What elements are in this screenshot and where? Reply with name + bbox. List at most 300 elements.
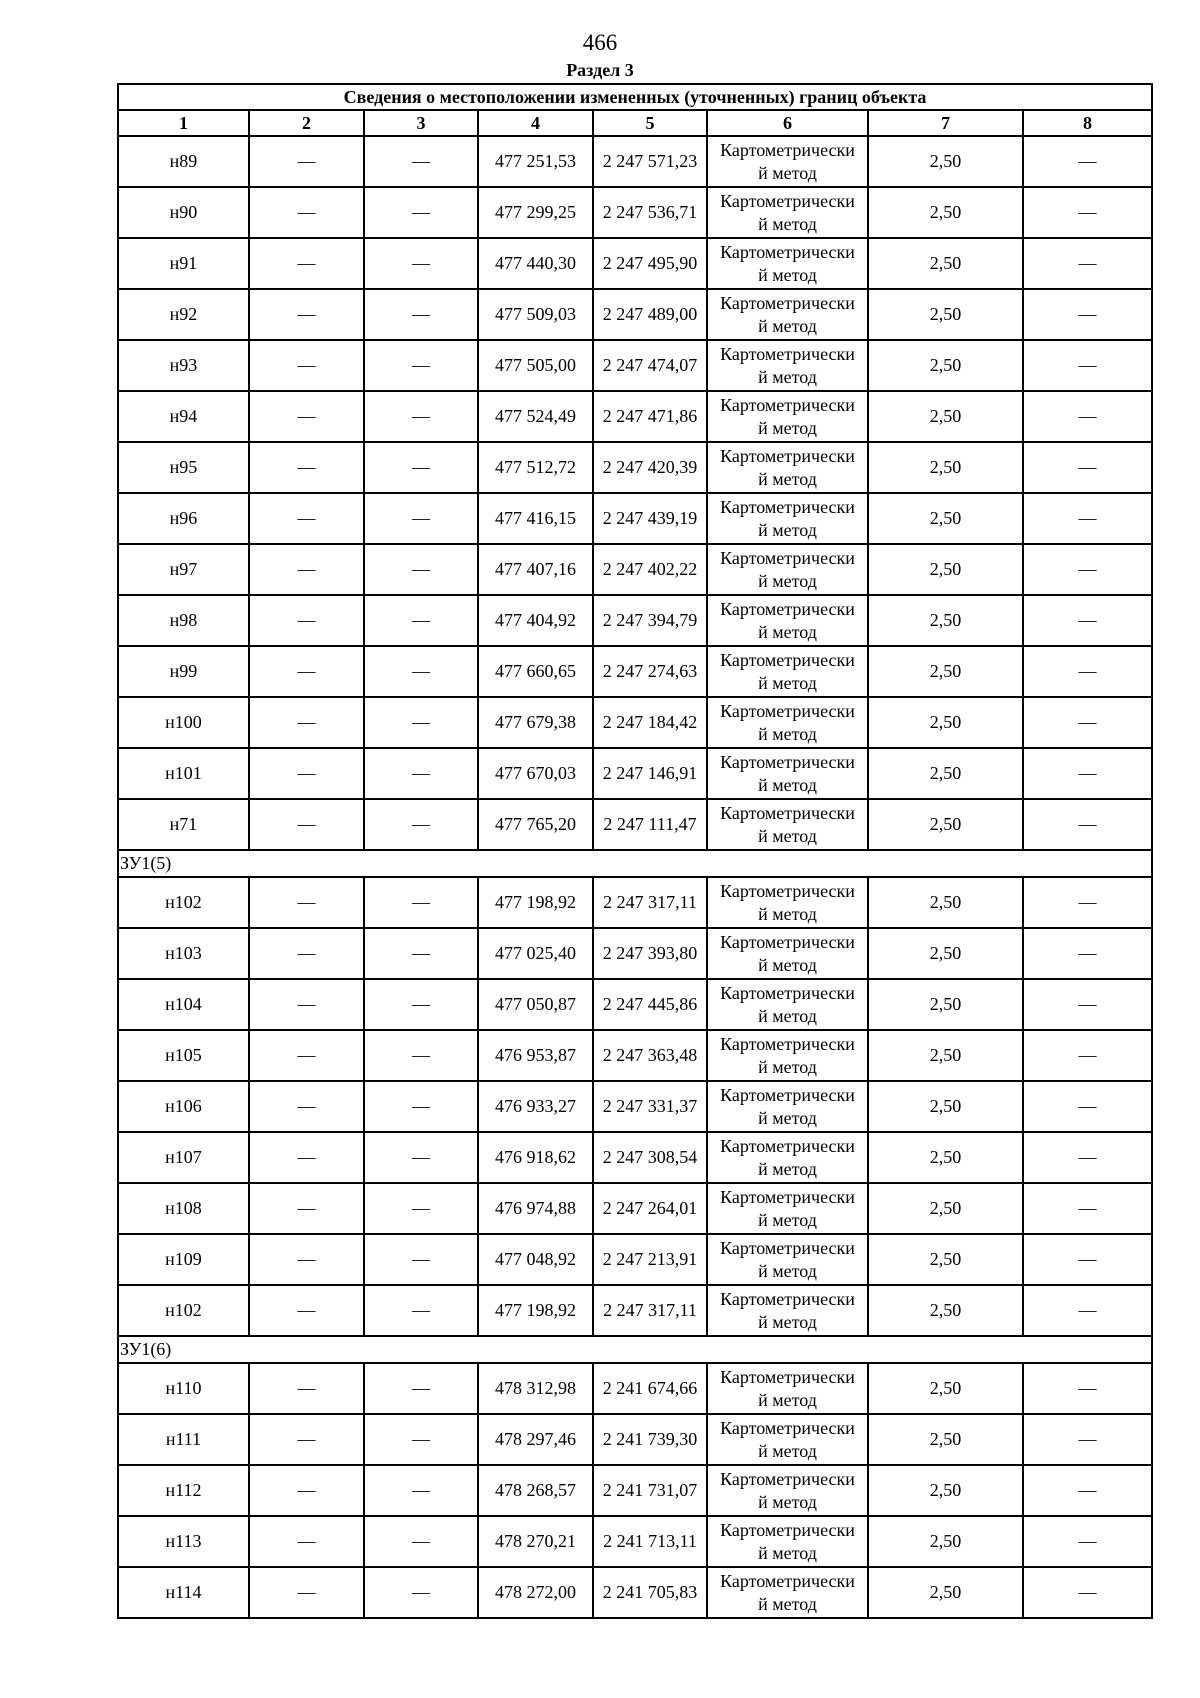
method-text-line2: й метод: [758, 1440, 817, 1461]
col3-cell: —: [364, 493, 478, 544]
point-name-cell: н92: [118, 289, 249, 340]
y-coordinate-cell: 2 241 731,07: [593, 1465, 707, 1516]
col8-cell: —: [1023, 748, 1152, 799]
table-row: [118, 877, 1152, 928]
point-name-cell: н113: [118, 1516, 249, 1567]
col8-cell: —: [1023, 1234, 1152, 1285]
x-coordinate-cell: 477 198,92: [478, 877, 593, 928]
method-text-line2: й метод: [758, 264, 817, 285]
method-cell: [707, 1363, 868, 1414]
method-text-line2: й метод: [758, 162, 817, 183]
y-coordinate-cell: 2 247 571,23: [593, 136, 707, 187]
method-cell: [707, 544, 868, 595]
col3-cell: —: [364, 748, 478, 799]
method-text-line2: й метод: [758, 570, 817, 591]
col3-cell: —: [364, 1516, 478, 1567]
col8-cell: —: [1023, 1414, 1152, 1465]
x-coordinate-cell: 478 297,46: [478, 1414, 593, 1465]
method-text-line2: й метод: [758, 315, 817, 336]
point-name-cell: н107: [118, 1132, 249, 1183]
col8-cell: —: [1023, 1285, 1152, 1336]
col8-cell: —: [1023, 928, 1152, 979]
y-coordinate-cell: 2 241 713,11: [593, 1516, 707, 1567]
col8-cell: —: [1023, 136, 1152, 187]
col3-cell: —: [364, 289, 478, 340]
x-coordinate-cell: 477 251,53: [478, 136, 593, 187]
method-cell: [707, 877, 868, 928]
method-text-line2: й метод: [758, 1542, 817, 1563]
table-header-row: [118, 110, 1152, 136]
point-name-cell: н95: [118, 442, 249, 493]
accuracy-cell: 2,50: [868, 1465, 1023, 1516]
accuracy-cell: 2,50: [868, 697, 1023, 748]
method-cell: [707, 1132, 868, 1183]
method-text-line2: й метод: [758, 1311, 817, 1332]
x-coordinate-cell: 477 524,49: [478, 391, 593, 442]
column-header: 4: [478, 110, 593, 136]
method-text-line1: Картометрически: [720, 598, 855, 619]
method-text-line1: Картометрически: [720, 1366, 855, 1387]
y-coordinate-cell: 2 247 264,01: [593, 1183, 707, 1234]
x-coordinate-cell: 477 198,92: [478, 1285, 593, 1336]
x-coordinate-cell: 477 509,03: [478, 289, 593, 340]
method-text-line1: Картометрически: [720, 139, 855, 160]
col2-cell: —: [249, 697, 364, 748]
method-text-line2: й метод: [758, 723, 817, 744]
method-cell: [707, 799, 868, 850]
table-row: [118, 1465, 1152, 1516]
method-cell: [707, 238, 868, 289]
accuracy-cell: 2,50: [868, 442, 1023, 493]
column-header: 3: [364, 110, 478, 136]
accuracy-cell: 2,50: [868, 595, 1023, 646]
x-coordinate-cell: 477 050,87: [478, 979, 593, 1030]
col8-cell: —: [1023, 289, 1152, 340]
method-text-line1: Картометрически: [720, 1135, 855, 1156]
method-text-line2: й метод: [758, 1107, 817, 1128]
y-coordinate-cell: 2 247 445,86: [593, 979, 707, 1030]
col3-cell: —: [364, 1465, 478, 1516]
accuracy-cell: 2,50: [868, 1516, 1023, 1567]
method-text-line1: Картометрически: [720, 547, 855, 568]
col2-cell: —: [249, 646, 364, 697]
col3-cell: —: [364, 187, 478, 238]
point-name-cell: н114: [118, 1567, 249, 1618]
col2-cell: —: [249, 1183, 364, 1234]
col8-cell: —: [1023, 1516, 1152, 1567]
method-text-line1: Картометрически: [720, 880, 855, 901]
x-coordinate-cell: 477 299,25: [478, 187, 593, 238]
boundary-table: [117, 83, 1153, 1619]
col8-cell: —: [1023, 1081, 1152, 1132]
x-coordinate-cell: 476 974,88: [478, 1183, 593, 1234]
col8-cell: —: [1023, 697, 1152, 748]
col8-cell: —: [1023, 340, 1152, 391]
method-text-line1: Картометрически: [720, 292, 855, 313]
table-row: [118, 979, 1152, 1030]
method-cell: [707, 646, 868, 697]
col2-cell: —: [249, 136, 364, 187]
x-coordinate-cell: 477 765,20: [478, 799, 593, 850]
method-text-line2: й метод: [758, 1158, 817, 1179]
col3-cell: —: [364, 1363, 478, 1414]
method-text-line2: й метод: [758, 954, 817, 975]
method-text-line1: Картометрически: [720, 700, 855, 721]
table-row: [118, 1516, 1152, 1567]
table-row: [118, 928, 1152, 979]
y-coordinate-cell: 2 241 739,30: [593, 1414, 707, 1465]
method-text-line2: й метод: [758, 1005, 817, 1026]
x-coordinate-cell: 476 918,62: [478, 1132, 593, 1183]
col2-cell: —: [249, 1030, 364, 1081]
table-row: [118, 340, 1152, 391]
method-text-line2: й метод: [758, 1389, 817, 1410]
table-body: [118, 136, 1152, 1618]
method-cell: [707, 289, 868, 340]
col8-cell: —: [1023, 979, 1152, 1030]
y-coordinate-cell: 2 247 393,80: [593, 928, 707, 979]
col8-cell: —: [1023, 493, 1152, 544]
y-coordinate-cell: 2 247 536,71: [593, 187, 707, 238]
method-text-line1: Картометрически: [720, 1570, 855, 1591]
y-coordinate-cell: 2 247 146,91: [593, 748, 707, 799]
method-text-line1: Картометрически: [720, 496, 855, 517]
col3-cell: —: [364, 1132, 478, 1183]
x-coordinate-cell: 477 670,03: [478, 748, 593, 799]
x-coordinate-cell: 477 048,92: [478, 1234, 593, 1285]
x-coordinate-cell: 478 272,00: [478, 1567, 593, 1618]
method-cell: [707, 1465, 868, 1516]
table-caption-row: [118, 84, 1152, 110]
col3-cell: —: [364, 442, 478, 493]
y-coordinate-cell: 2 247 495,90: [593, 238, 707, 289]
y-coordinate-cell: 2 247 331,37: [593, 1081, 707, 1132]
y-coordinate-cell: 2 247 420,39: [593, 442, 707, 493]
col3-cell: —: [364, 979, 478, 1030]
method-text-line2: й метод: [758, 1209, 817, 1230]
y-coordinate-cell: 2 247 471,86: [593, 391, 707, 442]
method-text-line1: Картометрически: [720, 445, 855, 466]
group-label-row: [118, 850, 1152, 877]
method-text-line2: й метод: [758, 672, 817, 693]
y-coordinate-cell: 2 247 317,11: [593, 877, 707, 928]
col8-cell: —: [1023, 1132, 1152, 1183]
table-row: [118, 136, 1152, 187]
table-row: [118, 697, 1152, 748]
method-text-line2: й метод: [758, 774, 817, 795]
method-text-line1: Картометрически: [720, 802, 855, 823]
method-text-line1: Картометрически: [720, 1288, 855, 1309]
col3-cell: —: [364, 391, 478, 442]
col3-cell: —: [364, 595, 478, 646]
point-name-cell: н97: [118, 544, 249, 595]
method-text-line1: Картометрически: [720, 1519, 855, 1540]
col2-cell: —: [249, 1285, 364, 1336]
point-name-cell: н89: [118, 136, 249, 187]
method-cell: [707, 1414, 868, 1465]
col3-cell: —: [364, 1234, 478, 1285]
col8-cell: —: [1023, 799, 1152, 850]
col8-cell: —: [1023, 238, 1152, 289]
col8-cell: —: [1023, 1465, 1152, 1516]
col2-cell: —: [249, 289, 364, 340]
method-text-line2: й метод: [758, 417, 817, 438]
method-text-line1: Картометрически: [720, 1033, 855, 1054]
col3-cell: —: [364, 238, 478, 289]
point-name-cell: н91: [118, 238, 249, 289]
accuracy-cell: 2,50: [868, 1081, 1023, 1132]
method-text-line1: Картометрически: [720, 931, 855, 952]
table-row: [118, 544, 1152, 595]
method-text-line1: Картометрически: [720, 190, 855, 211]
method-text-line2: й метод: [758, 903, 817, 924]
point-name-cell: н100: [118, 697, 249, 748]
method-text-line1: Картометрически: [720, 343, 855, 364]
col2-cell: —: [249, 979, 364, 1030]
method-text-line2: й метод: [758, 1491, 817, 1512]
point-name-cell: н98: [118, 595, 249, 646]
col2-cell: —: [249, 1363, 364, 1414]
method-cell: [707, 187, 868, 238]
table-row: [118, 391, 1152, 442]
table-row: [118, 1363, 1152, 1414]
method-text-line2: й метод: [758, 1056, 817, 1077]
table-row: [118, 1414, 1152, 1465]
table-row: [118, 442, 1152, 493]
col2-cell: —: [249, 1132, 364, 1183]
y-coordinate-cell: 2 247 111,47: [593, 799, 707, 850]
table-row: [118, 595, 1152, 646]
table-row: [118, 799, 1152, 850]
group-label: ЗУ1(6): [118, 1336, 1152, 1363]
col2-cell: —: [249, 340, 364, 391]
col3-cell: —: [364, 799, 478, 850]
point-name-cell: н93: [118, 340, 249, 391]
col3-cell: —: [364, 1030, 478, 1081]
method-cell: [707, 340, 868, 391]
col2-cell: —: [249, 1234, 364, 1285]
col8-cell: —: [1023, 391, 1152, 442]
x-coordinate-cell: 477 679,38: [478, 697, 593, 748]
col8-cell: —: [1023, 1363, 1152, 1414]
col8-cell: —: [1023, 595, 1152, 646]
col2-cell: —: [249, 187, 364, 238]
point-name-cell: н104: [118, 979, 249, 1030]
point-name-cell: н108: [118, 1183, 249, 1234]
point-name-cell: н105: [118, 1030, 249, 1081]
accuracy-cell: 2,50: [868, 1183, 1023, 1234]
accuracy-cell: 2,50: [868, 340, 1023, 391]
col2-cell: —: [249, 748, 364, 799]
x-coordinate-cell: 477 416,15: [478, 493, 593, 544]
point-name-cell: н112: [118, 1465, 249, 1516]
method-cell: [707, 1081, 868, 1132]
x-coordinate-cell: 477 404,92: [478, 595, 593, 646]
method-text-line2: й метод: [758, 468, 817, 489]
accuracy-cell: 2,50: [868, 1363, 1023, 1414]
x-coordinate-cell: 477 660,65: [478, 646, 593, 697]
method-cell: [707, 595, 868, 646]
method-text-line1: Картометрически: [720, 1186, 855, 1207]
col2-cell: —: [249, 442, 364, 493]
point-name-cell: н102: [118, 1285, 249, 1336]
point-name-cell: н106: [118, 1081, 249, 1132]
col8-cell: —: [1023, 544, 1152, 595]
method-text-line1: Картометрически: [720, 241, 855, 262]
accuracy-cell: 2,50: [868, 799, 1023, 850]
table-row: [118, 238, 1152, 289]
accuracy-cell: 2,50: [868, 1285, 1023, 1336]
x-coordinate-cell: 477 440,30: [478, 238, 593, 289]
col2-cell: —: [249, 544, 364, 595]
point-name-cell: н90: [118, 187, 249, 238]
column-header: 2: [249, 110, 364, 136]
x-coordinate-cell: 478 312,98: [478, 1363, 593, 1414]
method-cell: [707, 1234, 868, 1285]
table-row: [118, 1234, 1152, 1285]
col2-cell: —: [249, 1081, 364, 1132]
col8-cell: —: [1023, 1030, 1152, 1081]
table-row: [118, 289, 1152, 340]
col8-cell: —: [1023, 877, 1152, 928]
x-coordinate-cell: 476 953,87: [478, 1030, 593, 1081]
column-header: 6: [707, 110, 868, 136]
col2-cell: —: [249, 238, 364, 289]
col2-cell: —: [249, 877, 364, 928]
col2-cell: —: [249, 1414, 364, 1465]
method-text-line1: Картометрически: [720, 394, 855, 415]
col3-cell: —: [364, 544, 478, 595]
col3-cell: —: [364, 1081, 478, 1132]
y-coordinate-cell: 2 247 317,11: [593, 1285, 707, 1336]
x-coordinate-cell: 477 512,72: [478, 442, 593, 493]
y-coordinate-cell: 2 241 674,66: [593, 1363, 707, 1414]
accuracy-cell: 2,50: [868, 289, 1023, 340]
col2-cell: —: [249, 595, 364, 646]
x-coordinate-cell: 477 505,00: [478, 340, 593, 391]
accuracy-cell: 2,50: [868, 877, 1023, 928]
method-cell: [707, 391, 868, 442]
point-name-cell: н94: [118, 391, 249, 442]
y-coordinate-cell: 2 247 439,19: [593, 493, 707, 544]
method-cell: [707, 442, 868, 493]
y-coordinate-cell: 2 247 474,07: [593, 340, 707, 391]
x-coordinate-cell: 477 407,16: [478, 544, 593, 595]
accuracy-cell: 2,50: [868, 1414, 1023, 1465]
x-coordinate-cell: 476 933,27: [478, 1081, 593, 1132]
method-cell: [707, 979, 868, 1030]
point-name-cell: н71: [118, 799, 249, 850]
method-text-line1: Картометрически: [720, 1237, 855, 1258]
method-cell: [707, 748, 868, 799]
column-header: 7: [868, 110, 1023, 136]
table-row: [118, 1567, 1152, 1618]
y-coordinate-cell: 2 247 184,42: [593, 697, 707, 748]
accuracy-cell: 2,50: [868, 748, 1023, 799]
table-row: [118, 1183, 1152, 1234]
col3-cell: —: [364, 646, 478, 697]
table-row: [118, 748, 1152, 799]
accuracy-cell: 2,50: [868, 979, 1023, 1030]
col2-cell: —: [249, 928, 364, 979]
x-coordinate-cell: 478 270,21: [478, 1516, 593, 1567]
y-coordinate-cell: 2 247 394,79: [593, 595, 707, 646]
point-name-cell: н103: [118, 928, 249, 979]
col3-cell: —: [364, 1567, 478, 1618]
group-label: ЗУ1(5): [118, 850, 1152, 877]
table-row: [118, 187, 1152, 238]
table-row: [118, 646, 1152, 697]
method-text-line1: Картометрически: [720, 1468, 855, 1489]
x-coordinate-cell: 477 025,40: [478, 928, 593, 979]
accuracy-cell: 2,50: [868, 1567, 1023, 1618]
method-text-line1: Картометрически: [720, 751, 855, 772]
method-cell: [707, 136, 868, 187]
accuracy-cell: 2,50: [868, 493, 1023, 544]
col2-cell: —: [249, 1516, 364, 1567]
col3-cell: —: [364, 1414, 478, 1465]
column-header: 8: [1023, 110, 1152, 136]
method-cell: [707, 1516, 868, 1567]
section-title: Раздел 3: [566, 60, 634, 80]
method-cell: [707, 1285, 868, 1336]
accuracy-cell: 2,50: [868, 136, 1023, 187]
col3-cell: —: [364, 877, 478, 928]
accuracy-cell: 2,50: [868, 187, 1023, 238]
point-name-cell: н110: [118, 1363, 249, 1414]
method-cell: [707, 928, 868, 979]
point-name-cell: н99: [118, 646, 249, 697]
col2-cell: —: [249, 493, 364, 544]
accuracy-cell: 2,50: [868, 1030, 1023, 1081]
table-row: [118, 1132, 1152, 1183]
method-cell: [707, 493, 868, 544]
accuracy-cell: 2,50: [868, 544, 1023, 595]
col2-cell: —: [249, 1465, 364, 1516]
col8-cell: —: [1023, 646, 1152, 697]
method-cell: [707, 1030, 868, 1081]
col3-cell: —: [364, 1285, 478, 1336]
method-cell: [707, 1183, 868, 1234]
col3-cell: —: [364, 697, 478, 748]
x-coordinate-cell: 478 268,57: [478, 1465, 593, 1516]
col3-cell: —: [364, 136, 478, 187]
col3-cell: —: [364, 340, 478, 391]
column-header: 1: [118, 110, 249, 136]
col8-cell: —: [1023, 187, 1152, 238]
y-coordinate-cell: 2 247 213,91: [593, 1234, 707, 1285]
y-coordinate-cell: 2 247 363,48: [593, 1030, 707, 1081]
y-coordinate-cell: 2 247 402,22: [593, 544, 707, 595]
accuracy-cell: 2,50: [868, 1132, 1023, 1183]
group-label-row: [118, 1336, 1152, 1363]
table-row: [118, 1081, 1152, 1132]
method-cell: [707, 1567, 868, 1618]
accuracy-cell: 2,50: [868, 391, 1023, 442]
col8-cell: —: [1023, 1567, 1152, 1618]
method-text-line1: Картометрически: [720, 982, 855, 1003]
method-text-line2: й метод: [758, 366, 817, 387]
table-row: [118, 1285, 1152, 1336]
method-text-line1: Картометрически: [720, 1417, 855, 1438]
method-cell: [707, 697, 868, 748]
col3-cell: —: [364, 1183, 478, 1234]
accuracy-cell: 2,50: [868, 646, 1023, 697]
point-name-cell: н101: [118, 748, 249, 799]
method-text-line1: Картометрически: [720, 649, 855, 670]
method-text-line2: й метод: [758, 1260, 817, 1281]
point-name-cell: н111: [118, 1414, 249, 1465]
